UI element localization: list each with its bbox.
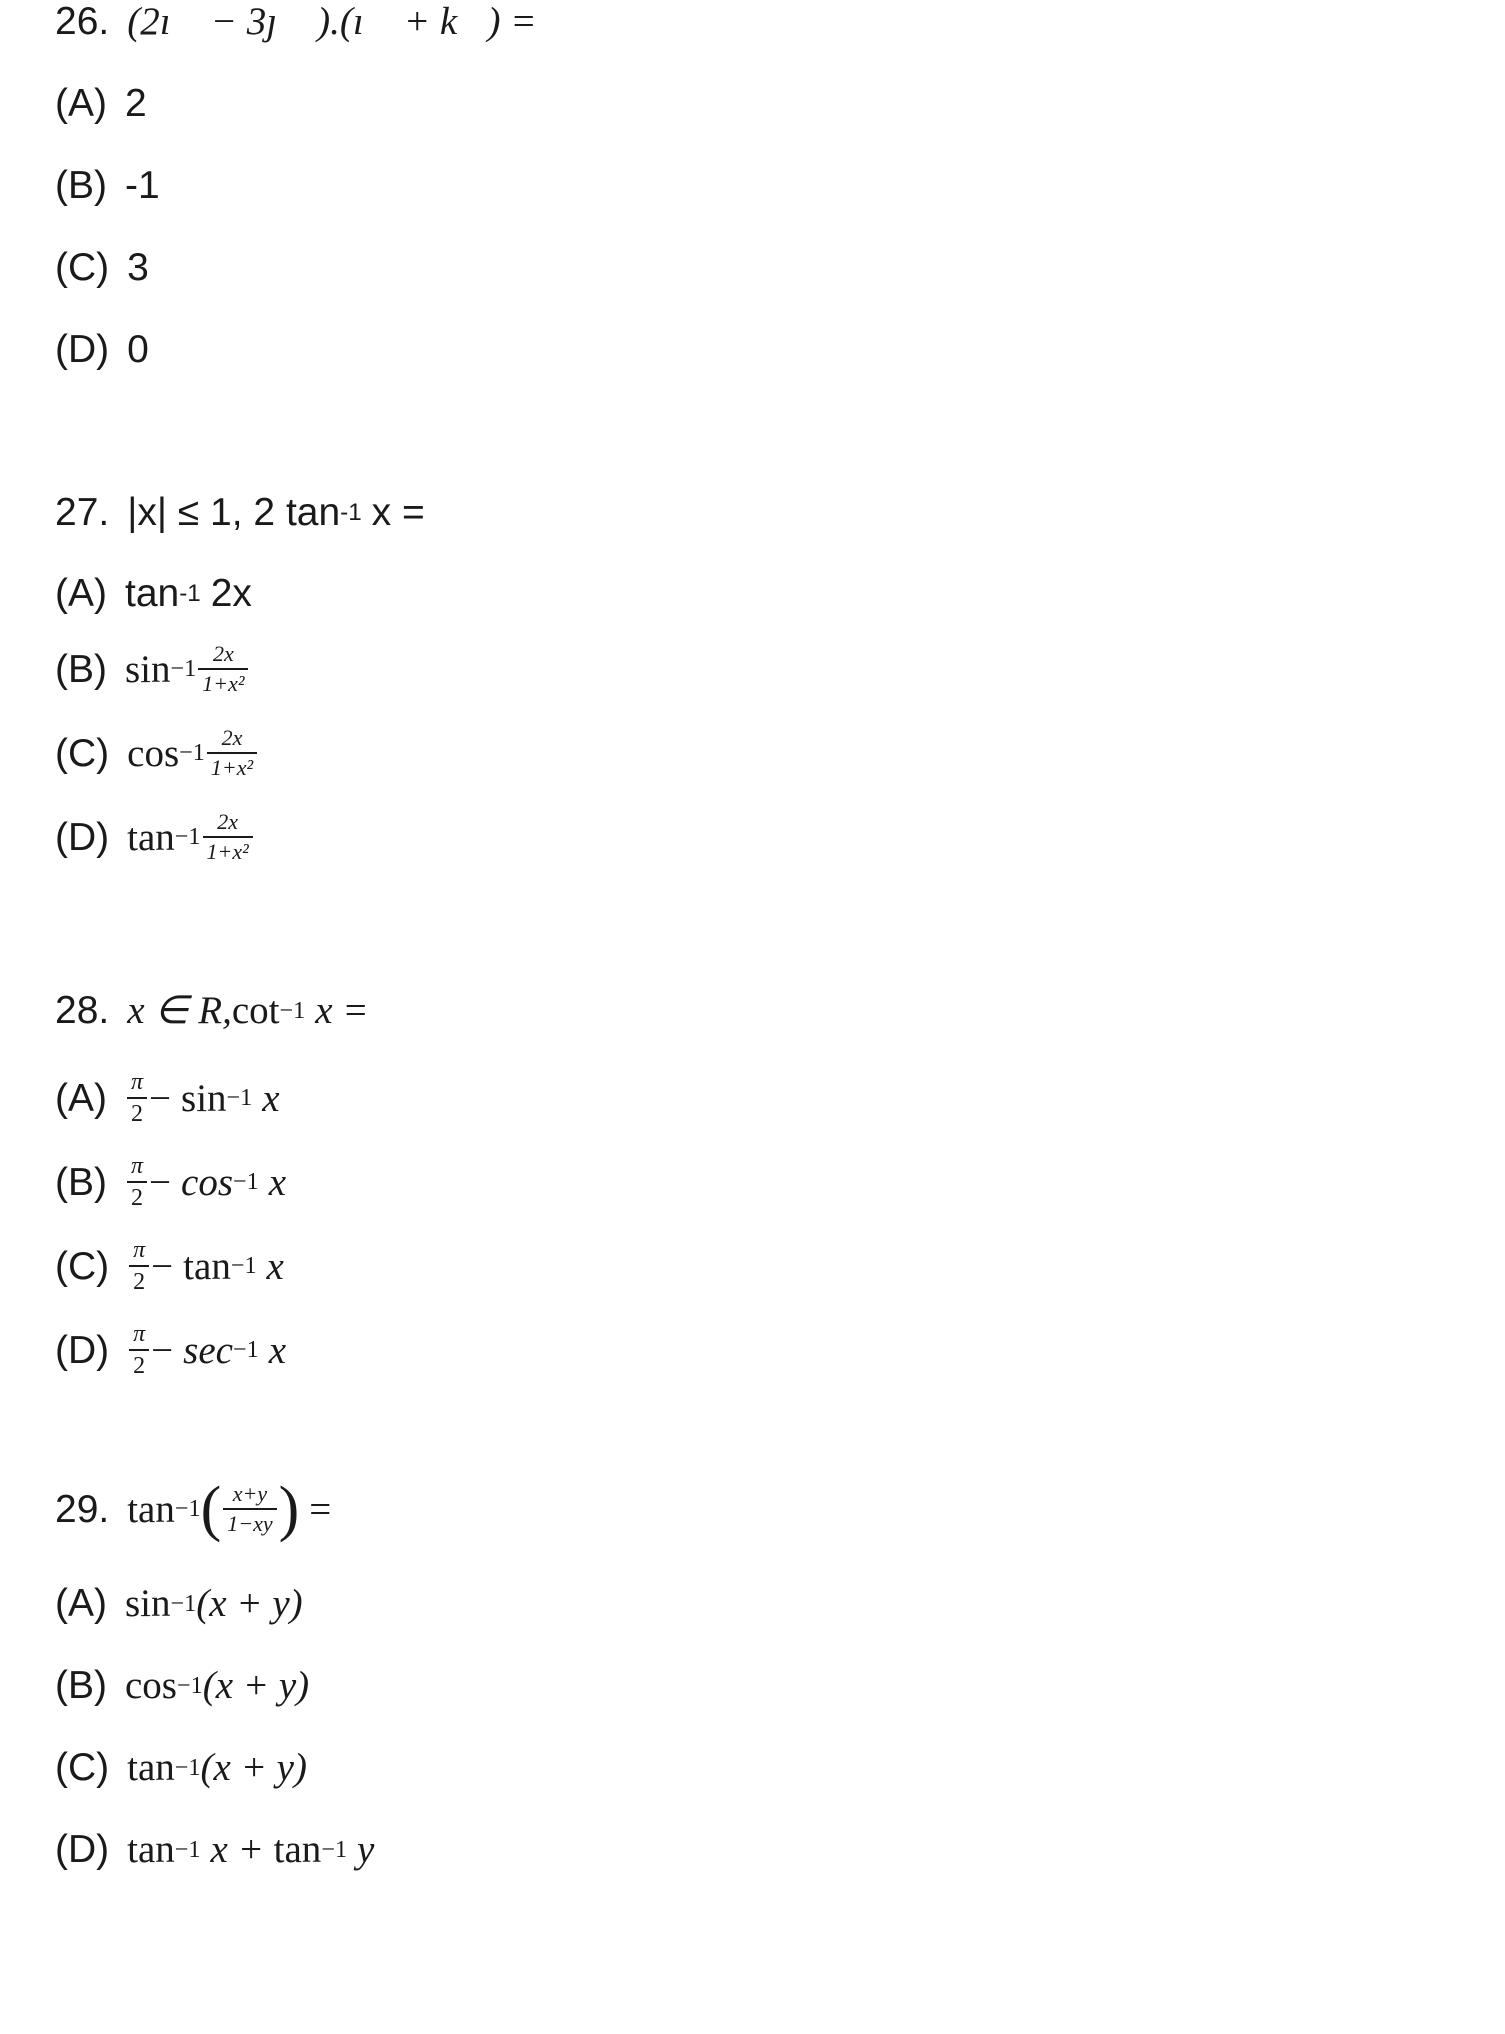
q26-stem (55, 2, 537, 41)
q28-number: 28. (55, 989, 110, 1032)
q29-option-b[interactable]: (B) cos −1 (x + y) (55, 1664, 310, 1707)
option-label: (A) (55, 82, 107, 125)
q27-option-a[interactable]: (A) tan -1 2x (55, 572, 252, 615)
fraction-numerator: π (133, 1237, 146, 1263)
fraction-numerator: π (131, 1069, 144, 1095)
option-minus: − (151, 1328, 174, 1372)
option-func: sec (183, 1328, 233, 1372)
option-label: (A) (55, 1582, 107, 1625)
fraction-numerator: 2x (221, 725, 243, 750)
pi-over-2-fraction (127, 1070, 147, 1126)
q29-option-c[interactable]: (C) tan −1 (x + y) (55, 1746, 307, 1789)
option-label: (C) (55, 1746, 110, 1789)
option-label: (C) (55, 1244, 110, 1288)
option-label: (D) (55, 1328, 110, 1372)
q28-option-a[interactable]: (A) $\frac{\pi}{2}$ − sin −1 x (55, 1069, 280, 1127)
q29-option-a[interactable]: (A) sin −1 (x + y) (55, 1582, 303, 1625)
left-paren: ( (200, 1475, 222, 1543)
q28-set: ∈ R, (154, 989, 232, 1032)
option-func: tan (125, 572, 180, 615)
right-paren: ) (278, 1475, 300, 1543)
fraction-denominator: 2 (129, 1265, 149, 1294)
option-label: (A) (55, 572, 107, 615)
option-label: (B) (55, 1664, 107, 1707)
q27-stem-b: x = (371, 491, 425, 534)
option-arg-2: y (357, 1828, 375, 1871)
q28-option-b[interactable]: (B) $\frac{\pi}{2}$ − cos −1 x (55, 1153, 287, 1211)
fraction-denominator: 1+x² (203, 836, 253, 863)
q26-option-a[interactable] (55, 84, 147, 123)
q29-fraction (223, 1483, 276, 1535)
fraction-numerator: 2x (217, 809, 238, 834)
pi-over-2-fraction (129, 1238, 149, 1294)
option-func: sin (125, 647, 171, 691)
q29-end: = (309, 1487, 332, 1531)
option-fraction (203, 811, 253, 863)
fraction-numerator: π (131, 1153, 144, 1179)
fraction-denominator: 2 (127, 1097, 147, 1126)
q28-var: x (127, 989, 145, 1032)
option-text: -1 (125, 164, 160, 207)
fraction-denominator: 1−xy (223, 1508, 276, 1535)
option-fraction (198, 643, 248, 695)
pi-over-2-fraction (127, 1154, 147, 1210)
option-arg: x (266, 1244, 284, 1288)
option-arg: (x + y) (202, 1664, 310, 1707)
option-arg: x (262, 1076, 280, 1120)
option-arg: 2x (210, 572, 252, 615)
option-label: (B) (55, 164, 107, 207)
option-arg: x + (210, 1828, 274, 1871)
q29-stem: 29. tan −1 ( $\frac{x+y}{1-xy}$ ) = (55, 1475, 332, 1543)
option-label: (B) (55, 1160, 107, 1204)
q26-expression: (2ı⃗ − 3ȷ⃗ ).(ı⃗ + k⃗) = (127, 0, 537, 43)
option-func-2: tan (273, 1828, 322, 1871)
option-arg: (x + y) (196, 1582, 303, 1625)
option-arg: x (268, 1160, 287, 1204)
q28-option-d[interactable]: (D) $\frac{\pi}{2}$ − sec −1 x (55, 1321, 287, 1379)
option-func: cos (181, 1160, 234, 1204)
q27-option-b[interactable]: (B) sin −1 $\frac{2x}{\text{1+x²}}$ (55, 643, 250, 695)
fraction-denominator: 1+x² (207, 752, 257, 779)
fraction-numerator: x+y (232, 1481, 268, 1506)
option-text: 2 (125, 82, 147, 125)
fraction-denominator: 2 (127, 1181, 147, 1210)
q26-option-b[interactable] (55, 166, 160, 205)
option-func: tan (127, 1746, 175, 1789)
q26-option-c[interactable] (55, 248, 149, 287)
option-text: 3 (127, 246, 149, 289)
q27-option-d[interactable]: (D) tan −1 $\frac{2x}{\text{1+x²}}$ (55, 811, 255, 863)
option-label: (C) (55, 731, 110, 775)
fraction-denominator: 1+x² (198, 668, 248, 695)
fraction-numerator: π (133, 1321, 146, 1347)
option-func: tan (127, 1828, 175, 1871)
option-label: (D) (55, 815, 110, 859)
option-func: sin (181, 1076, 227, 1120)
option-func: sin (125, 1582, 171, 1625)
q28-end: x = (315, 989, 369, 1032)
q26-option-d[interactable] (55, 330, 149, 369)
option-label: (D) (55, 328, 110, 371)
q29-number: 29. (55, 1487, 110, 1531)
q29-func: tan (127, 1487, 175, 1531)
option-text: 0 (127, 328, 149, 371)
q27-option-c[interactable]: (C) cos −1 $\frac{2x}{\text{1+x²}}$ (55, 727, 259, 779)
option-minus: − (151, 1244, 174, 1288)
option-minus: − (149, 1076, 172, 1120)
option-arg: (x + y) (200, 1746, 307, 1789)
q28-stem: 28. x ∈ R, cot −1 x = (55, 989, 369, 1032)
option-label: (D) (55, 1828, 110, 1871)
q26-number: 26. (55, 0, 110, 43)
option-func: cos (125, 1664, 177, 1707)
option-func: tan (127, 815, 175, 859)
fraction-numerator: 2x (212, 641, 234, 666)
q27-number: 27. (55, 491, 110, 534)
q28-func: cot (231, 989, 280, 1032)
q27-stem-a: |x| ≤ 1, 2 tan (127, 491, 341, 534)
q29-option-d[interactable]: (D) tan −1 x + tan −1 y (55, 1828, 375, 1871)
option-minus: − (149, 1160, 172, 1204)
q27-stem: 27. |x| ≤ 1, 2 tan -1 x = (55, 491, 425, 534)
option-fraction (207, 727, 257, 779)
option-func: tan (183, 1244, 231, 1288)
option-label: (A) (55, 1076, 107, 1120)
q28-option-c[interactable]: (C) $\frac{\pi}{2}$ − tan −1 x (55, 1237, 284, 1295)
pi-over-2-fraction (129, 1322, 149, 1378)
option-label: (B) (55, 647, 107, 691)
option-func: cos (127, 731, 180, 775)
option-arg: x (268, 1328, 287, 1372)
fraction-denominator: 2 (129, 1349, 149, 1378)
option-label: (C) (55, 246, 110, 289)
